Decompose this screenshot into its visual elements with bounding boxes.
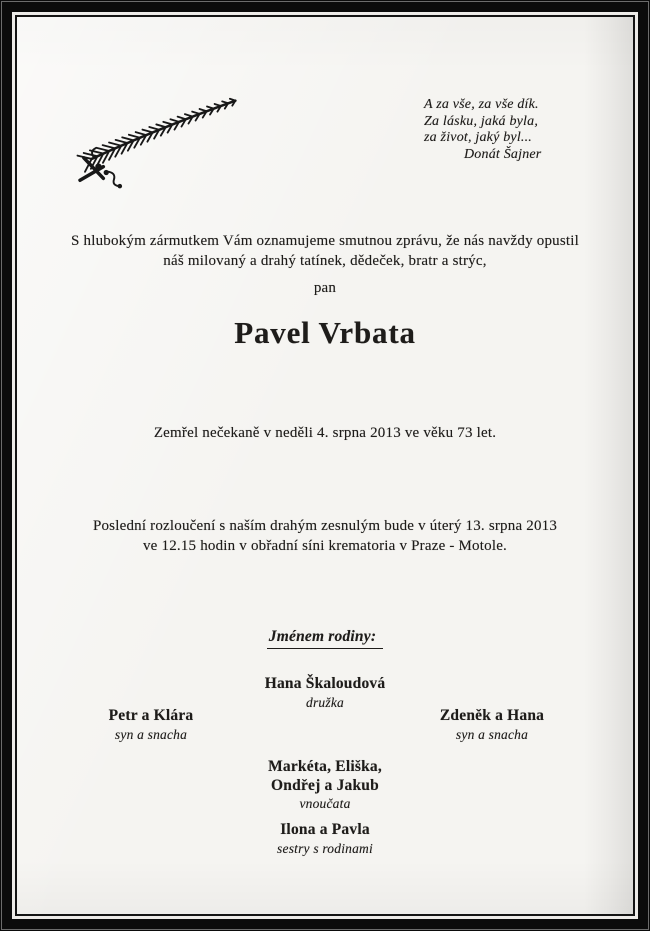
family-relation: syn a snacha — [114, 726, 188, 742]
family-names: Ilona a Pavla — [280, 821, 370, 838]
funeral-line: Poslední rozloučení s naším drahým zesnulým bude v úterý 13. srpna 2013 — [92, 518, 558, 534]
family-names: Ondřej a Jakub — [271, 776, 379, 794]
family-relation: syn a snacha — [455, 726, 529, 742]
family-relation: vnoučata — [299, 796, 351, 811]
salutation: pan — [313, 280, 337, 296]
family-names: Petr a Klára — [108, 707, 194, 724]
notice-paper — [15, 15, 635, 916]
family-entry-grandchildren — [17, 758, 633, 812]
funeral-details — [17, 516, 633, 556]
funeral-line: ve 12.15 hodin v obřadní síni krematoria v Praze - Motole. — [142, 538, 508, 554]
family-entry-son-left — [51, 707, 251, 743]
announcement-line: náš milovaný a drahý tatínek, dědeček, bratr a strýc, — [163, 253, 487, 269]
family-entry-partner — [17, 675, 633, 711]
quote-line: za život, jaký byl... — [424, 130, 533, 145]
family-relation: sestry s rodinami — [277, 840, 373, 856]
family-names: Hana Škaloudová — [264, 675, 386, 692]
deceased-name: Pavel Vrbata — [234, 315, 416, 350]
family-relation: družka — [306, 694, 344, 710]
palm-branch-icon — [72, 89, 257, 190]
memorial-quote — [424, 97, 599, 163]
family-names: Zdeněk a Hana — [439, 707, 545, 724]
family-names: Markéta, Eliška, — [268, 758, 382, 775]
family-entry-sisters — [17, 821, 633, 857]
family-section-heading: Jménem rodiny: — [17, 628, 633, 649]
quote-attribution: Donát Šajner — [464, 146, 542, 162]
death-notice-line: Zemřel nečekaně v neděli 4. srpna 2013 ve věku 73 let. — [153, 425, 497, 441]
quote-line: A za vše, za vše dík. — [424, 97, 539, 112]
announcement-line: S hlubokým zármutkem Vám oznamujeme smutnou zprávu, že nás navždy opustil — [71, 233, 579, 249]
announcement-paragraph — [17, 231, 633, 271]
quote-line: Za lásku, jaká byla, — [424, 113, 539, 129]
family-entry-son-right — [392, 707, 592, 743]
